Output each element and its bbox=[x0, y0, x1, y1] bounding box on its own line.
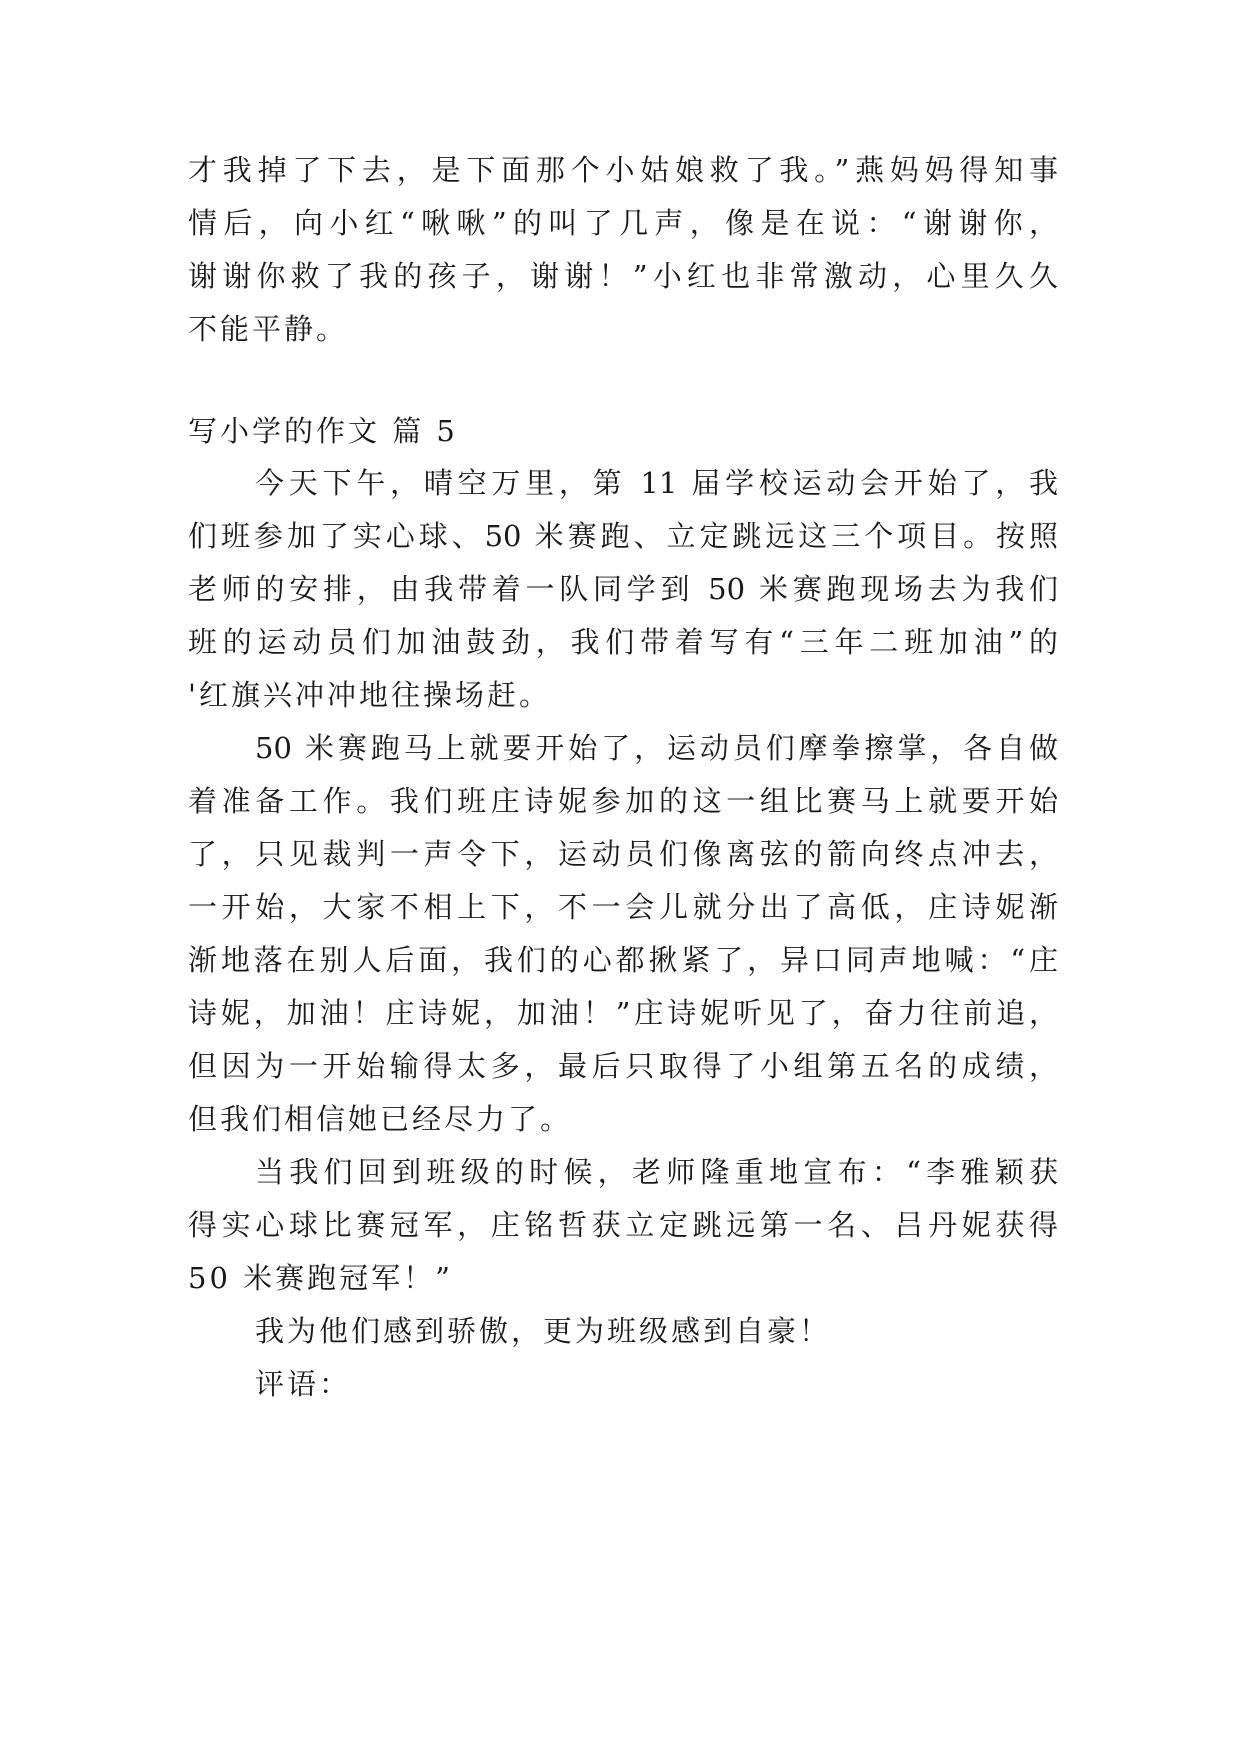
text-line: 一开始，大家不相上下，不一会儿就分出了高低，庄诗妮渐 bbox=[188, 890, 1058, 924]
text-line: 渐地落在别人后面，我们的心都揪紧了，异口同声地喊：“庄 bbox=[188, 943, 1058, 977]
text-line: 50 米赛跑冠军！” bbox=[188, 1261, 453, 1295]
text-line: '红旗兴冲冲地往操场赶。 bbox=[188, 678, 551, 712]
text-line: 但因为一开始输得太多，最后只取得了小组第五名的成绩， bbox=[188, 1049, 1058, 1083]
comment-label: 评语： bbox=[255, 1367, 352, 1401]
text-line: 我为他们感到骄傲，更为班级感到自豪！ bbox=[255, 1314, 832, 1348]
section-title: 写小学的作文 篇 5 bbox=[188, 414, 458, 448]
text-line: 情后，向小红“啾啾”的叫了几声，像是在说：“谢谢你， bbox=[188, 206, 1058, 240]
text-line: 着准备工作。我们班庄诗妮参加的这一组比赛马上就要开始 bbox=[188, 784, 1058, 818]
text-line: 老师的安排，由我带着一队同学到 50 米赛跑现场去为我们 bbox=[188, 572, 1058, 606]
text-line: 今天下午，晴空万里，第 11 届学校运动会开始了，我 bbox=[255, 466, 1058, 500]
text-line: 不能平静。 bbox=[188, 312, 349, 346]
text-line: 们班参加了实心球、50 米赛跑、立定跳远这三个项目。按照 bbox=[188, 519, 1058, 553]
text-line: 才我掉了下去，是下面那个小姑娘救了我。”燕妈妈得知事 bbox=[188, 153, 1058, 187]
text-line: 50 米赛跑马上就要开始了，运动员们摩拳擦掌，各自做 bbox=[255, 731, 1058, 765]
text-line: 了，只见裁判一声令下，运动员们像离弦的箭向终点冲去， bbox=[188, 837, 1058, 871]
text-line: 但我们相信她已经尽力了。 bbox=[188, 1102, 573, 1136]
text-line: 当我们回到班级的时候，老师隆重地宣布：“李雅颖获 bbox=[255, 1155, 1058, 1189]
text-line: 谢谢你救了我的孩子，谢谢！”小红也非常激动，心里久久 bbox=[188, 259, 1058, 293]
text-line: 得实心球比赛冠军，庄铭哲获立定跳远第一名、吕丹妮获得 bbox=[188, 1208, 1058, 1242]
text-line: 班的运动员们加油鼓劲，我们带着写有“三年二班加油”的 bbox=[188, 625, 1058, 659]
text-line: 诗妮，加油！庄诗妮，加油！”庄诗妮听见了，奋力往前追， bbox=[188, 996, 1058, 1030]
